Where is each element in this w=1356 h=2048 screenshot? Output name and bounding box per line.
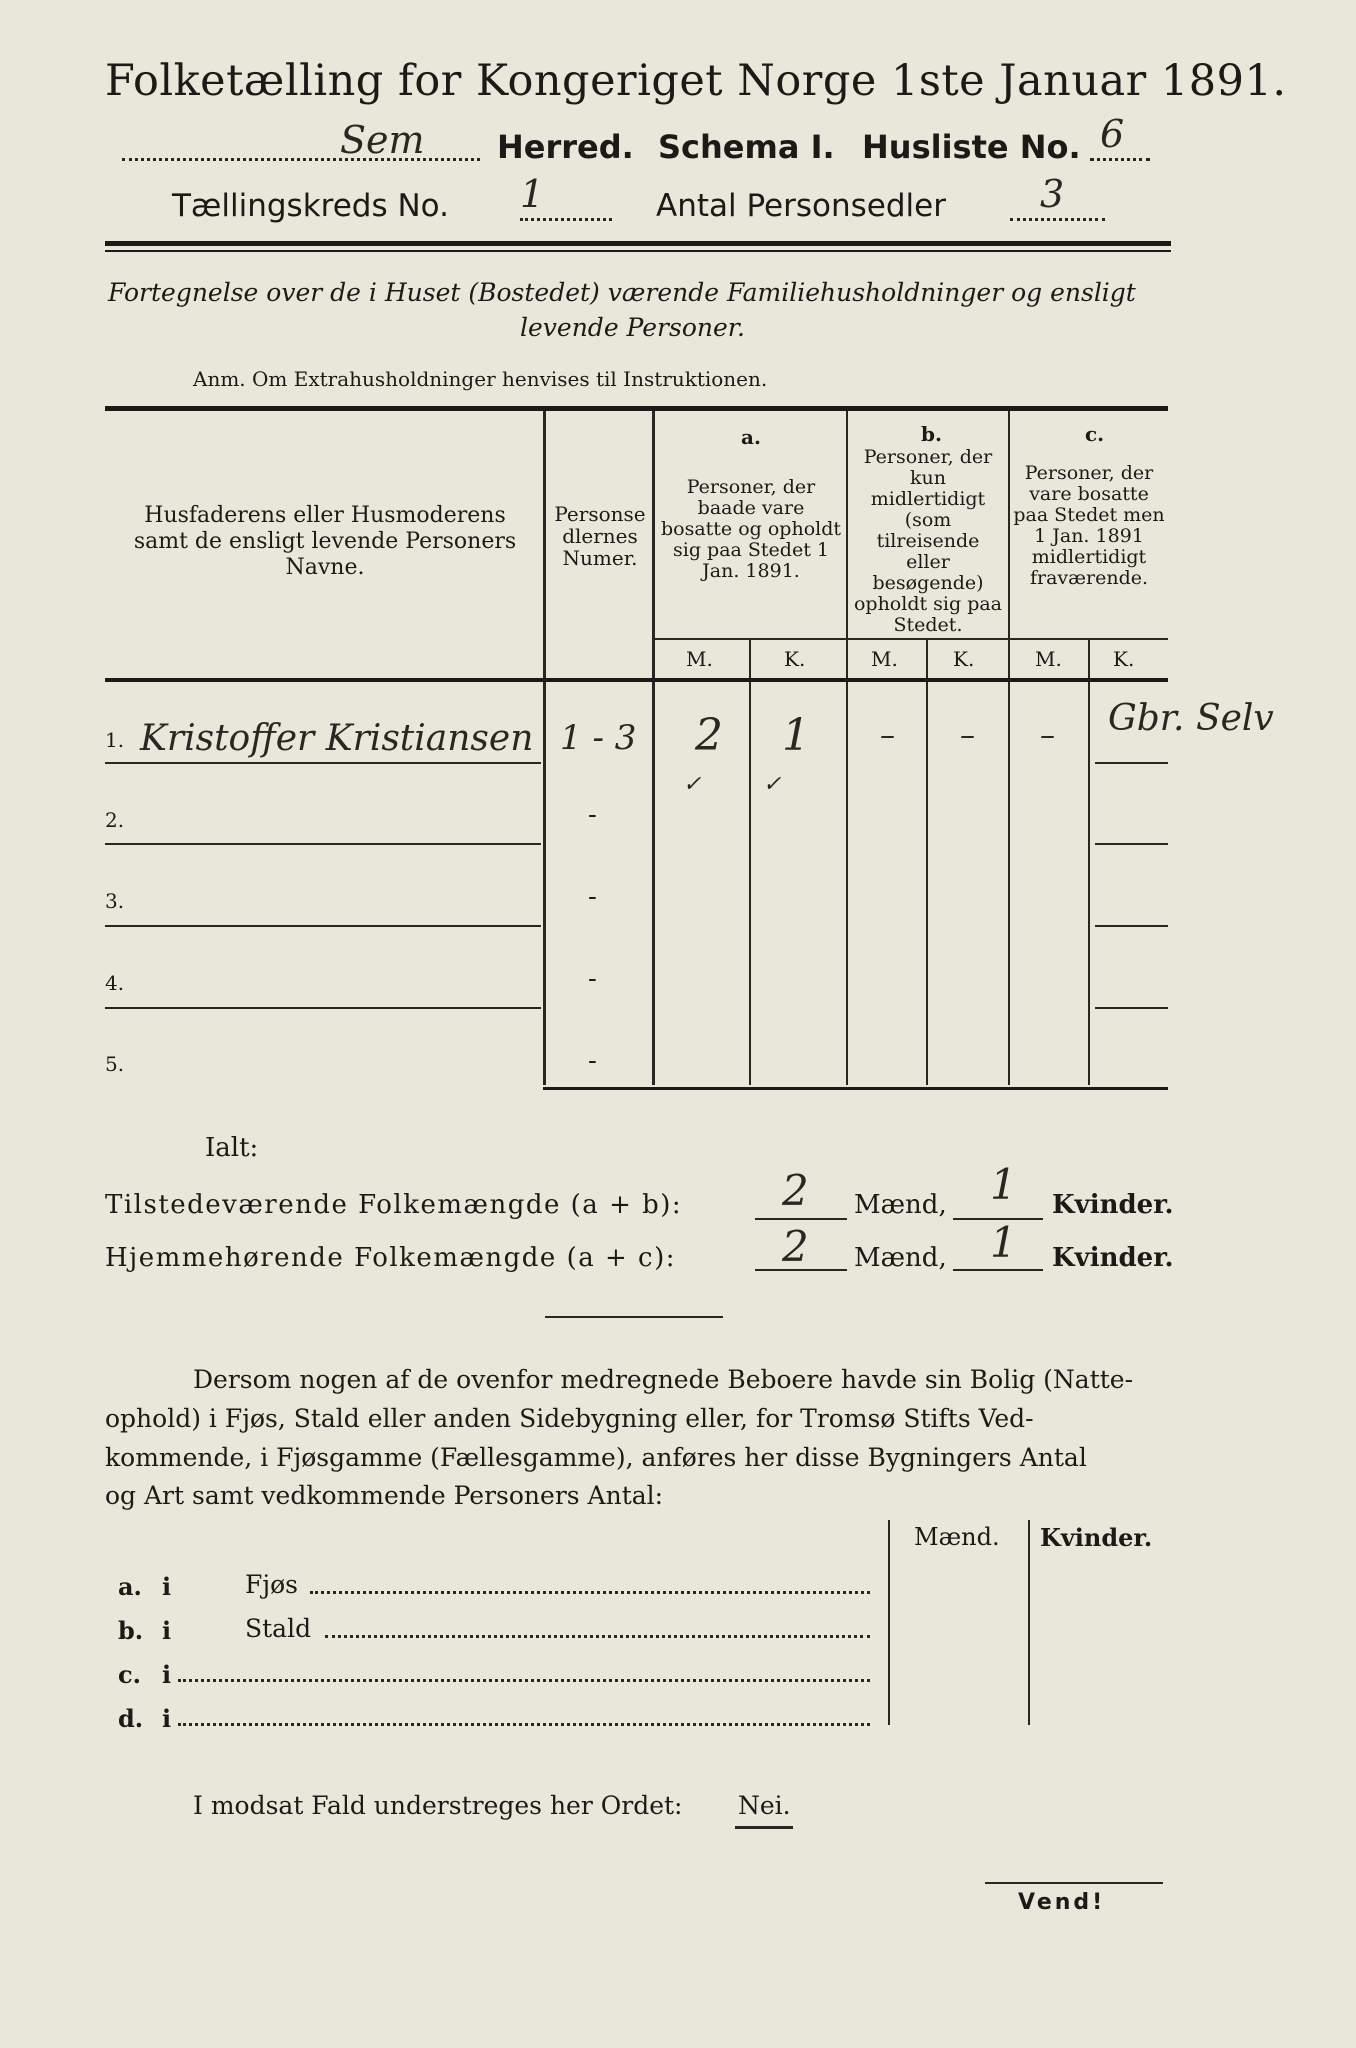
vend-label: Vend!: [1018, 1890, 1106, 1915]
c-m-header: M.: [1035, 647, 1062, 671]
husliste-dots: [1090, 158, 1150, 161]
modsat-word: Nei.: [738, 1791, 791, 1820]
building-row-i: i: [162, 1616, 172, 1645]
table-vline-1: [543, 411, 546, 1085]
col-b-letter: b.: [921, 422, 942, 446]
kreds-value: 1: [520, 172, 545, 216]
row-name: Kristoffer Kristiansen: [140, 718, 534, 759]
table-vline-3: [846, 411, 848, 1085]
row-a-k: ✓: [763, 772, 782, 797]
building-row-letter: a.: [118, 1572, 142, 1601]
row-line-2b: [1095, 843, 1168, 845]
c-k-header: K.: [1113, 647, 1135, 671]
building-row-label: Stald: [245, 1614, 312, 1643]
husliste-value: 6: [1100, 112, 1125, 156]
col-a-header: Personer, der baade vare bosatte og opholdt sig paa Stedet 1 Jan. 1891.: [660, 476, 842, 582]
col-b-header: Personer, der kun midlertidigt (som tilreisende eller besøgende) opholdt sig paa Stedet.: [853, 446, 1003, 636]
buildings-col-kvinder: Kvinder.: [1040, 1523, 1153, 1552]
row-number: 5.: [105, 1052, 125, 1076]
herred-dots: [122, 158, 480, 161]
building-row-dots: [178, 1679, 870, 1682]
modsat-text: I modsat Fald understreges her Ordet:: [193, 1791, 683, 1820]
building-row-dots: [325, 1635, 870, 1638]
row-a-m: ✓: [683, 772, 702, 797]
row-b-k: –: [960, 718, 975, 753]
tilstede-kvinder-label: Kvinder.: [1052, 1190, 1174, 1220]
kreds-dots: [520, 218, 612, 221]
kreds-label: Tællingskreds No.: [172, 188, 449, 224]
table-vline-2: [652, 411, 655, 1085]
building-row-dots: [178, 1723, 870, 1726]
b-k-header: K.: [953, 647, 975, 671]
buildings-paragraph-line4: og Art samt vedkommende Personers Antal:: [105, 1481, 664, 1510]
row-personsedler-num: -: [588, 800, 597, 830]
row-personsedler-num: 1 - 3: [560, 718, 637, 758]
a-k-header: K.: [784, 647, 806, 671]
a-m-header: M.: [686, 647, 713, 671]
intro-heading-line1: Fortegnelse over de i Huset (Bostedet) værende Familiehusholdninger og ensligt: [108, 278, 1136, 307]
row-line-3b: [1095, 925, 1168, 927]
buildings-vline-1: [888, 1520, 890, 1725]
row-b-m: –: [880, 718, 895, 753]
row-a-m: 2: [695, 710, 723, 761]
hjemme-kvinder-value: 1: [990, 1218, 1017, 1267]
tilstede-m-line: [755, 1218, 847, 1220]
row-c-m: –: [1040, 718, 1055, 753]
row-line-1b: [1095, 762, 1168, 764]
header-rule-thin: [105, 250, 1171, 252]
building-row-letter: b.: [118, 1616, 144, 1645]
row-personsedler-num: -: [588, 1046, 597, 1076]
mk-top-line: [655, 638, 1168, 640]
row-personsedler-num: -: [588, 882, 597, 912]
ialt-label: Ialt:: [205, 1133, 259, 1163]
row-personsedler-num: -: [588, 964, 597, 994]
modsat-underline: [735, 1826, 793, 1829]
row-a-k: 1: [782, 710, 810, 761]
tilstede-maend-value: 2: [782, 1166, 809, 1215]
vend-line: [985, 1882, 1163, 1884]
buildings-col-maend: Mænd.: [914, 1523, 1000, 1551]
buildings-paragraph-line3: kommende, i Fjøsgamme (Fællesgamme), anføres her disse Bygningers Antal: [105, 1443, 1087, 1472]
hjemme-maend-value: 2: [782, 1222, 809, 1271]
antal-dots: [1010, 218, 1105, 221]
husliste-label: Husliste No.: [862, 128, 1081, 166]
intro-heading-line2: levende Personer.: [520, 313, 745, 342]
b-m-header: M.: [871, 647, 898, 671]
row-line-4: [105, 1007, 541, 1009]
hjemme-maend-label: Mænd,: [854, 1243, 947, 1273]
tilstede-maend-label: Mænd,: [854, 1190, 947, 1220]
hjemme-k-line: [953, 1269, 1043, 1271]
row-margin-note: Gbr. Selv: [1108, 698, 1274, 739]
row-number: 2.: [105, 808, 125, 832]
row-line-1: [105, 762, 541, 764]
building-row-i: i: [162, 1704, 172, 1733]
buildings-paragraph-line2: ophold) i Fjøs, Stald eller anden Sidebygning eller, for Tromsø Stifts Ved-: [105, 1404, 1034, 1433]
col-name-header: Husfaderens eller Husmoderens samt de ensligt levende Personers Navne.: [133, 503, 517, 580]
tilstede-kvinder-value: 1: [990, 1160, 1017, 1209]
col-a-letter: a.: [741, 425, 761, 449]
table-vline-c-mid: [1088, 640, 1090, 1085]
table-vline-b-mid: [926, 640, 928, 1085]
buildings-vline-2: [1028, 1520, 1030, 1725]
building-row-i: i: [162, 1572, 172, 1601]
intro-note: Anm. Om Extrahusholdninger henvises til Instruktionen.: [193, 367, 768, 391]
row-number: 1.: [105, 728, 125, 752]
table-header-rule: [105, 678, 1168, 682]
row-number: 3.: [105, 889, 125, 913]
table-bottom-rule: [543, 1087, 1168, 1090]
antal-value: 3: [1040, 172, 1065, 216]
section-divider: [545, 1316, 723, 1318]
row-line-2: [105, 843, 541, 845]
building-row-i: i: [162, 1660, 172, 1689]
table-vline-4: [1008, 411, 1010, 1085]
col-c-header: Personer, der vare bosatte paa Stedet men 1 Jan. 1891 midlertidigt fraværende.: [1013, 462, 1165, 589]
schema-label: Schema I.: [658, 128, 835, 166]
row-number: 4.: [105, 971, 125, 995]
herred-label: Herred.: [497, 128, 634, 166]
building-row-dots: [310, 1591, 870, 1594]
antal-label: Antal Personsedler: [656, 188, 946, 224]
building-row-label: Fjøs: [245, 1570, 298, 1599]
buildings-paragraph-line1: Dersom nogen af de ovenfor medregnede Beboere havde sin Bolig (Natte-: [193, 1365, 1134, 1394]
form-title: Folketælling for Kongeriget Norge 1ste Januar 1891.: [105, 56, 1287, 106]
col-c-letter: c.: [1085, 422, 1105, 446]
row-line-4b: [1095, 1007, 1168, 1009]
hjemme-kvinder-label: Kvinder.: [1052, 1243, 1174, 1273]
herred-value: Sem: [340, 118, 425, 162]
tilstede-label: Tilstedeværende Folkemængde (a + b):: [105, 1190, 683, 1220]
header-rule-top: [105, 241, 1171, 246]
hjemme-label: Hjemmehørende Folkemængde (a + c):: [105, 1243, 676, 1273]
building-row-letter: d.: [118, 1704, 144, 1733]
table-vline-a-mid: [749, 640, 751, 1085]
row-line-3: [105, 925, 541, 927]
col-num-header: Personsedlernes Numer.: [554, 502, 646, 570]
building-row-letter: c.: [118, 1660, 141, 1689]
